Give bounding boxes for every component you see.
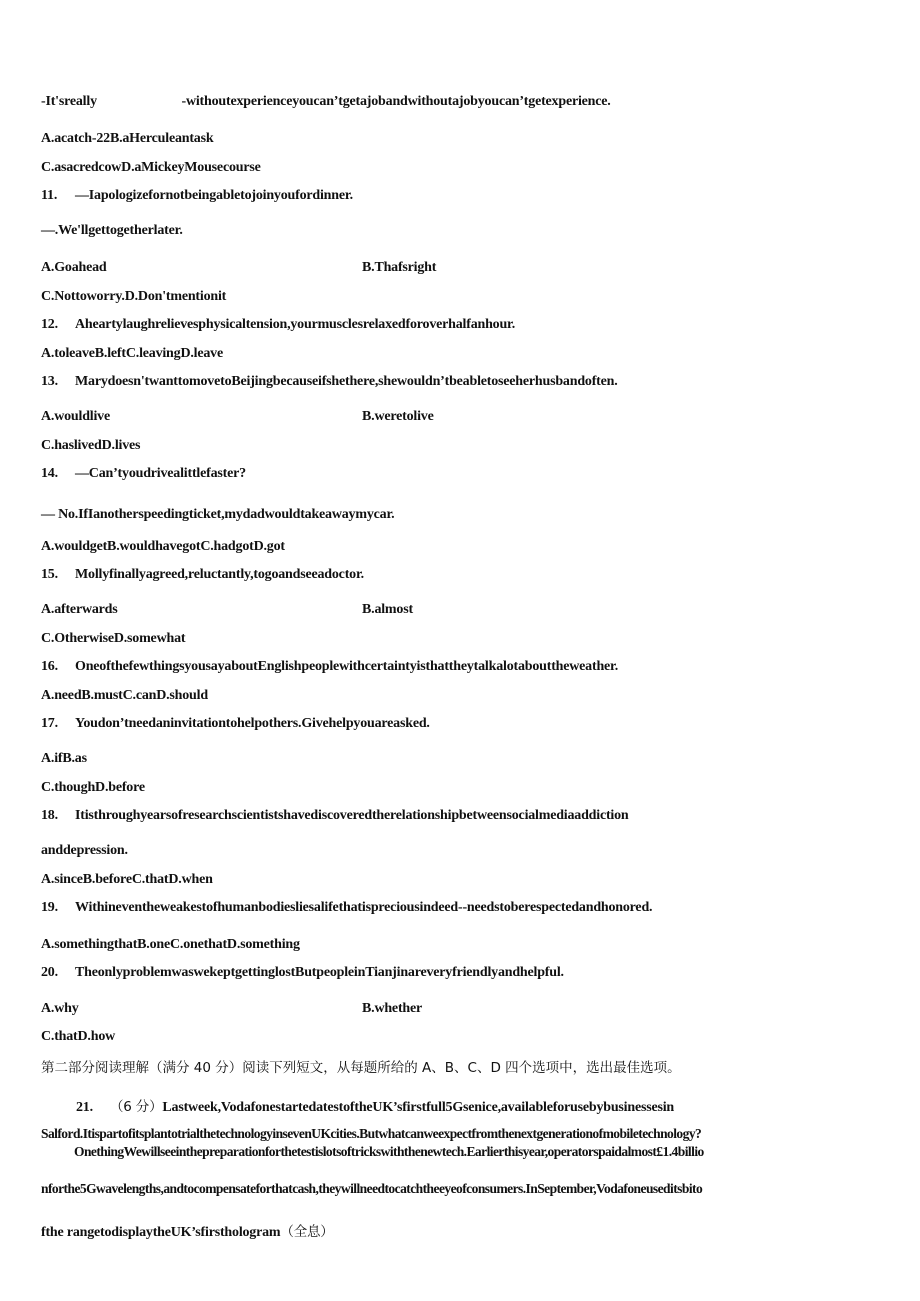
q20-text: TheonlyproblemwaswekeptgettinglostButpeopleinTianjinareveryfriendlyandhelpful.	[75, 965, 564, 980]
q18-stem	[41, 808, 629, 824]
q13-stem	[41, 374, 618, 390]
q17-options-ab: A.ifB.as	[41, 751, 87, 766]
part2-heading: 第二部分阅读理解（满分 40 分）阅读下列短文，从每题所给的 A、B、C、D 四个选项中，选出最佳选项。	[41, 1060, 681, 1076]
q10-stem-end: -withoutexperienceyoucan’tgetajobandwithoutajobyoucan’tgetexperience.	[181, 94, 611, 109]
q17-options-cd: C.thoughD.before	[41, 780, 145, 795]
q14-number: 14.	[41, 466, 58, 481]
q12-number: 12.	[41, 317, 58, 332]
q14-options: A.wouldgetB.wouldhavegotC.hadgotD.got	[41, 539, 285, 554]
q19-options: A.somethingthatB.oneC.onethatD.something	[41, 937, 300, 952]
q11-stem	[41, 188, 353, 204]
q18-stem-continued: anddepression.	[41, 843, 128, 858]
q15-options-cd: C.OtherwiseD.somewhat	[41, 631, 186, 646]
q11-option-b: B.Thafsright	[362, 260, 437, 275]
q21-number: 21.	[76, 1100, 93, 1115]
q12-text: Aheartylaughrelievesphysicaltension,yourmusclesrelaxedforoverhalfanhour.	[75, 317, 516, 332]
q15-text: Mollyfinallyagreed,reluctantly,togoandseeadoctor.	[75, 567, 364, 582]
q19-text: Withineventheweakestofhumanbodiesliesalifethatispreciousindeed--needstoberespectedandhonored.	[75, 900, 653, 915]
q21-line-5	[41, 1220, 334, 1241]
q20-stem	[41, 965, 564, 981]
q15-option-b: B.almost	[362, 602, 413, 617]
q10-stem	[41, 94, 611, 110]
q15-stem	[41, 567, 364, 583]
q11-text: —Iapologizefornotbeingabletojoinyoufordinner.	[75, 188, 353, 203]
q10-stem-start: -It'sreally	[41, 94, 97, 109]
q13-text: Marydoesn'twanttomovetoBeijingbecauseifshethere,shewouldn’tbeabletoseeherhusbandoften.	[75, 374, 618, 389]
q11-options-cd: C.Nottoworry.D.Don'tmentionit	[41, 289, 227, 304]
q21-line-3: OnethingWewillseeinthepreparationforthetestislotsoftrickswiththenewtech.Earlierthisyear,operatorspaidalmost£1.4billio	[74, 1144, 704, 1159]
q21-score: （6 分）	[110, 1099, 163, 1115]
q16-stem	[41, 659, 618, 675]
q21-text-5: fthe rangetodisplaytheUK’sfirsthologram	[41, 1225, 281, 1240]
q12-stem	[41, 317, 515, 333]
q12-options: A.toleaveB.leftC.leavingD.leave	[41, 346, 223, 361]
q15-option-a: A.afterwards	[41, 602, 118, 617]
q17-number: 17.	[41, 716, 58, 731]
q21-first-line	[76, 1095, 674, 1116]
q10-options-ab: A.acatch-22B.aHerculeantask	[41, 131, 214, 146]
q19-number: 19.	[41, 900, 58, 915]
q11-number: 11.	[41, 188, 58, 203]
q10-options-cd: C.asacredcowD.aMickeyMousecourse	[41, 160, 261, 175]
q20-options-cd: C.thatD.how	[41, 1029, 116, 1044]
q14-stem	[41, 466, 246, 482]
q11-reply: —.We'llgettogetherlater.	[41, 223, 183, 238]
q17-text: Youdon’tneedaninvitationtohelpothers.Givehelpyouareasked.	[75, 716, 430, 731]
q21-line-4: nforthe5Gwavelengths,andtocompensateforthatcash,theywillneedtocatchtheeyeofconsumers.InSeptember,Vodafoneuseditsbito	[41, 1181, 703, 1196]
q18-number: 18.	[41, 808, 58, 823]
q13-option-a: A.wouldlive	[41, 409, 110, 424]
q20-option-a: A.why	[41, 1001, 79, 1016]
q17-stem	[41, 716, 430, 732]
q21-hologram-gloss: （全息）	[280, 1224, 334, 1240]
q14-reply: — No.IfIanotherspeedingticket,mydadwouldtakeawaymycar.	[41, 507, 395, 522]
q21-text-1: Lastweek,VodafonestartedatestoftheUK’sfirstfull5Gsenice,availableforusebybusinessesin	[162, 1100, 675, 1115]
q15-number: 15.	[41, 567, 58, 582]
q16-number: 16.	[41, 659, 58, 674]
q13-number: 13.	[41, 374, 58, 389]
q19-stem	[41, 900, 652, 916]
q11-option-a: A.Goahead	[41, 260, 107, 275]
q21-line-2: Salford.ItispartofitsplantotrialthetechnologyinsevenUKcities.Butwhatcanweexpectfromthenextgenerationofmobiletechnology?	[41, 1126, 702, 1141]
q13-option-b: B.weretolive	[362, 409, 434, 424]
q13-options-cd: C.haslivedD.lives	[41, 438, 141, 453]
q16-text: OneofthefewthingsyousayaboutEnglishpeoplewithcertaintyisthattheytalkalotabouttheweather.	[75, 659, 619, 674]
q20-option-b: B.whether	[362, 1001, 423, 1016]
q14-text: —Can’tyoudrivealittlefaster?	[75, 466, 246, 481]
q20-number: 20.	[41, 965, 58, 980]
q16-options: A.needB.mustC.canD.should	[41, 688, 208, 703]
q18-text: Itisthroughyearsofresearchscientistshavediscoveredtherelationshipbetweensocialmediaaddiction	[75, 808, 629, 823]
q18-options: A.sinceB.beforeC.thatD.when	[41, 872, 213, 887]
